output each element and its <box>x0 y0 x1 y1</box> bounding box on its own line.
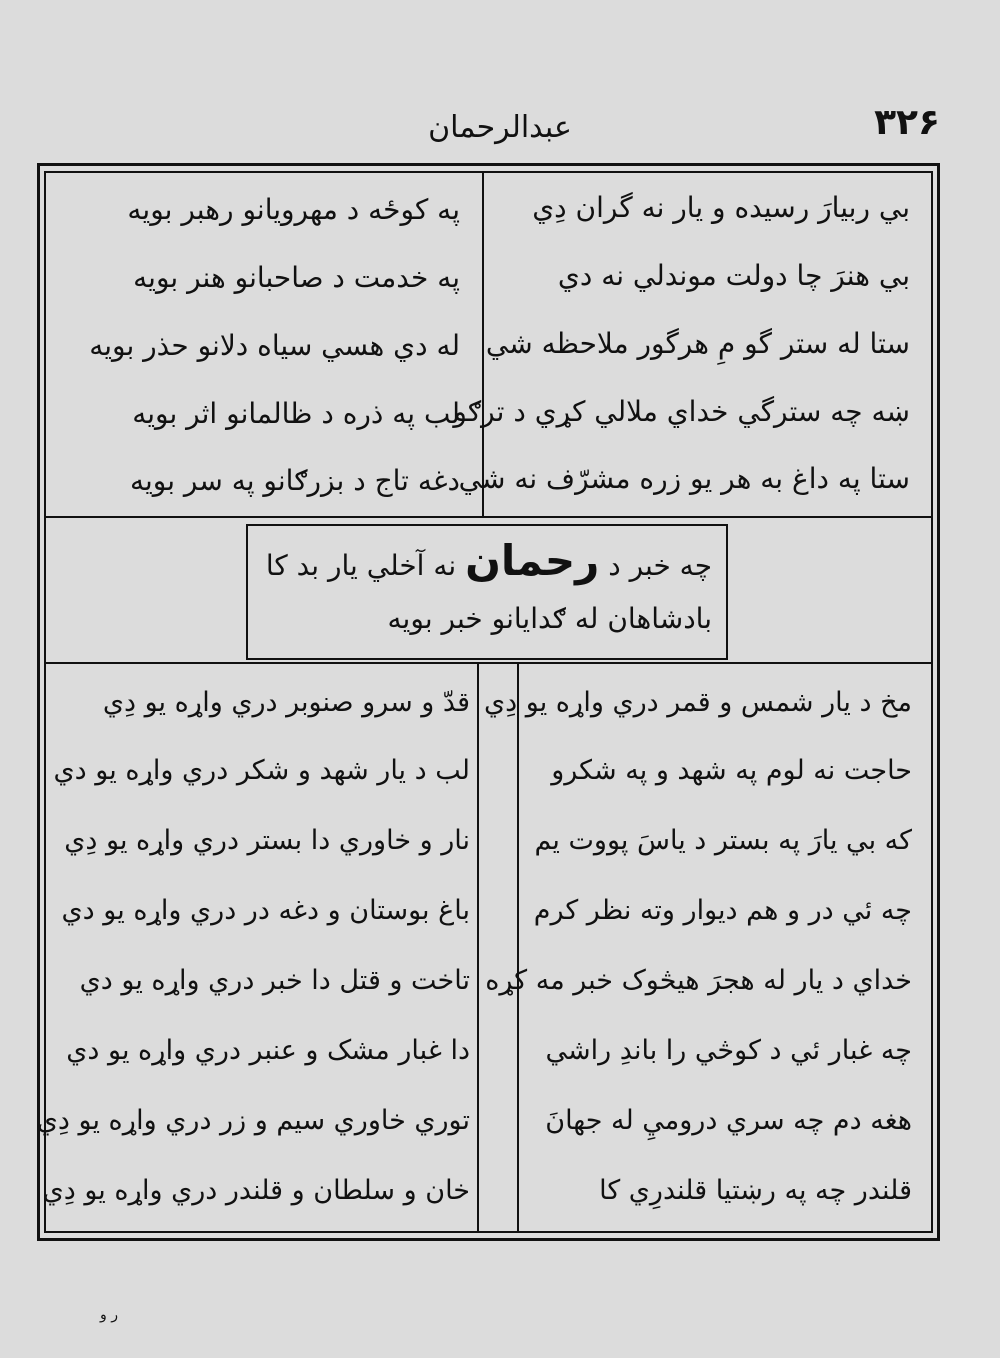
verse-line: نار و خاوري دا بستر دري واړه يو دِي <box>64 825 470 856</box>
verse-line: په کوځه د مهرويانو رهبر بويه <box>127 193 460 226</box>
top-left-verses <box>55 180 460 510</box>
verse-line: بي ربيارَ رسيده و يار نه گران دِي <box>532 191 910 224</box>
verse-line: له دي هسي سياه دلانو حذر بويه <box>89 329 460 362</box>
refrain-text-before: چه خبر د <box>608 549 712 582</box>
top-right-verses <box>453 180 910 510</box>
page-title: عبدالرحمان <box>428 110 572 145</box>
divider-bottom-columns-2 <box>517 662 519 1233</box>
verse-line: قدّ و سرو صنوبر دري واړه يو دِي <box>102 687 470 718</box>
verse-line: مخ د يار شمس و قمر دري واړه يو دِي <box>484 687 912 718</box>
verse-line: خداي د يار له هجرَ هيڅوک خبر مه کړه <box>485 965 912 996</box>
verse-line: ښه چه سترگي خداي ملالي کړي د ترګو <box>453 395 910 428</box>
bottom-left-verses <box>36 675 470 1225</box>
verse-line: دا غبار مشک و عنبر دري واړه يو دي <box>66 1035 470 1066</box>
verse-line: توري خاوري سيم و زر دري واړه يو دِي <box>36 1105 470 1136</box>
verse-line: لب د يار شهد و شکر دري واړه يو دي <box>53 755 470 786</box>
footer-mark: ر و <box>100 1307 118 1323</box>
verse-line: بي هنرَ چا دولت موندلي نه دي <box>557 259 910 292</box>
verse-line: چه غبار ئي د کوڅي را باندِ راشي <box>545 1035 912 1066</box>
divider-middle-section <box>44 662 933 664</box>
verse-line: په خدمت د صاحبانو هنر بويه <box>133 261 460 294</box>
verse-line: تاخت و قتل دا خبر دري واړه يو دي <box>79 965 470 996</box>
verse-line: دغه تاج د بزرګانو په سر بويه <box>129 464 460 497</box>
divider-bottom-columns-1 <box>477 662 479 1233</box>
divider-top-section <box>44 516 933 518</box>
verse-line: که بي يارَ په بستر د ياسَ پووت يم <box>534 825 912 856</box>
refrain-line-2: بادشاهان له ګدايانو خبر بويه <box>387 602 712 635</box>
refrain-text-after: نه آخلي يار بد کا <box>265 549 457 582</box>
page-number: ۳۲۶ <box>874 102 940 143</box>
refrain-box <box>246 524 728 660</box>
verse-line: لب په ذره د ظالمانو اثر بويه <box>132 397 460 430</box>
verse-line: ستا له ستر گو مِ هرگور ملاحظه شي <box>485 327 910 360</box>
bottom-right-verses <box>484 675 912 1225</box>
verse-line: ستا په داغ به هر يو زره مشرّف نه شي <box>458 462 910 495</box>
poet-name: رحمان <box>465 536 600 585</box>
verse-line: چه ئي در و هم ديوار وته نظر کرم <box>533 895 912 926</box>
verse-line: قلندر چه په رښتيا قلندرِي کا <box>599 1175 912 1206</box>
verse-line: حاجت نه لوم په شهد و په شکرو <box>551 755 912 786</box>
verse-line: هغه دم چه سري دروميِ له جهانَ <box>545 1105 912 1136</box>
verse-line: خان و سلطان و قلندر دري واړه يو دِي <box>42 1175 470 1206</box>
verse-line: باغ بوستان و دغه در دري واړه يو دي <box>61 895 470 926</box>
refrain-line-1 <box>266 536 712 585</box>
